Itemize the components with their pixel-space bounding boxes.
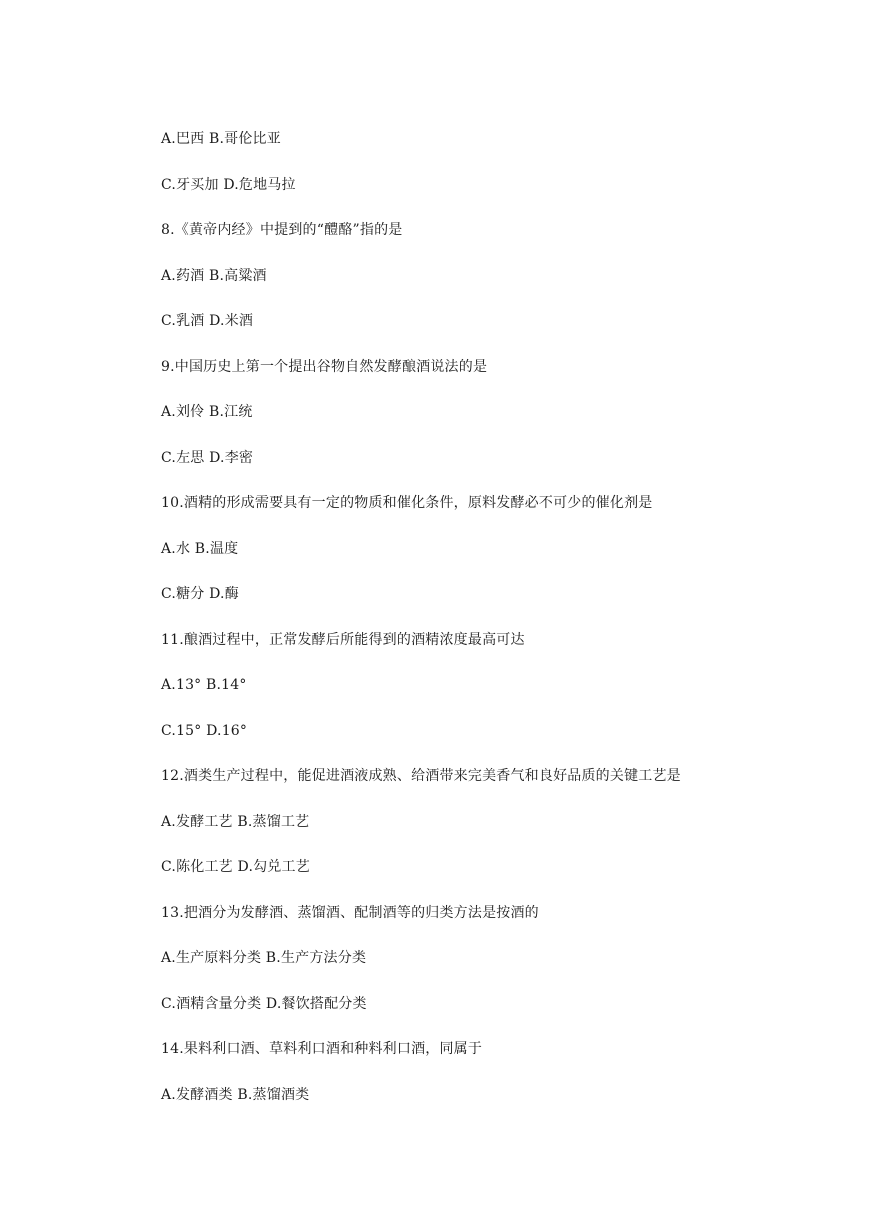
answer-options-q13-ab: A.生产原料分类 B.生产方法分类 [161, 950, 367, 966]
question-8: 8.《黄帝内经》中提到的“醴酪”指的是 [161, 222, 403, 238]
question-11: 11.酿酒过程中，正常发酵后所能得到的酒精浓度最高可达 [161, 632, 525, 648]
answer-options-q8-ab: A.药酒 B.高粱酒 [161, 268, 267, 284]
question-9: 9.中国历史上第一个提出谷物自然发酵酿酒说法的是 [161, 359, 488, 375]
answer-options-q10-ab: A.水 B.温度 [161, 541, 239, 557]
answer-options-q10-cd: C.糖分 D.酶 [161, 586, 239, 602]
answer-options-q11-cd: C.15° D.16° [161, 723, 248, 739]
answer-options-q12-cd: C.陈化工艺 D.勾兑工艺 [161, 859, 310, 875]
answer-options-q9-ab: A.刘伶 B.江统 [161, 404, 253, 420]
answer-options-q12-ab: A.发酵工艺 B.蒸馏工艺 [161, 814, 310, 830]
question-14: 14.果料利口酒、草料利口酒和种料利口酒，同属于 [161, 1041, 483, 1057]
question-12: 12.酒类生产过程中，能促进酒液成熟、给酒带来完美香气和良好品质的关键工艺是 [161, 768, 681, 784]
answer-options-q14-ab: A.发酵酒类 B.蒸馏酒类 [161, 1087, 310, 1103]
answer-options-q11-ab: A.13° B.14° [161, 677, 247, 693]
question-13: 13.把酒分为发酵酒、蒸馏酒、配制酒等的归类方法是按酒的 [161, 905, 539, 921]
answer-options-q7-ab: A.巴西 B.哥伦比亚 [161, 131, 281, 147]
question-10: 10.酒精的形成需要具有一定的物质和催化条件，原料发酵必不可少的催化剂是 [161, 495, 653, 511]
answer-options-q7-cd: C.牙买加 D.危地马拉 [161, 177, 296, 193]
answer-options-q13-cd: C.酒精含量分类 D.餐饮搭配分类 [161, 996, 367, 1012]
answer-options-q9-cd: C.左思 D.李密 [161, 450, 254, 466]
answer-options-q8-cd: C.乳酒 D.米酒 [161, 313, 254, 329]
